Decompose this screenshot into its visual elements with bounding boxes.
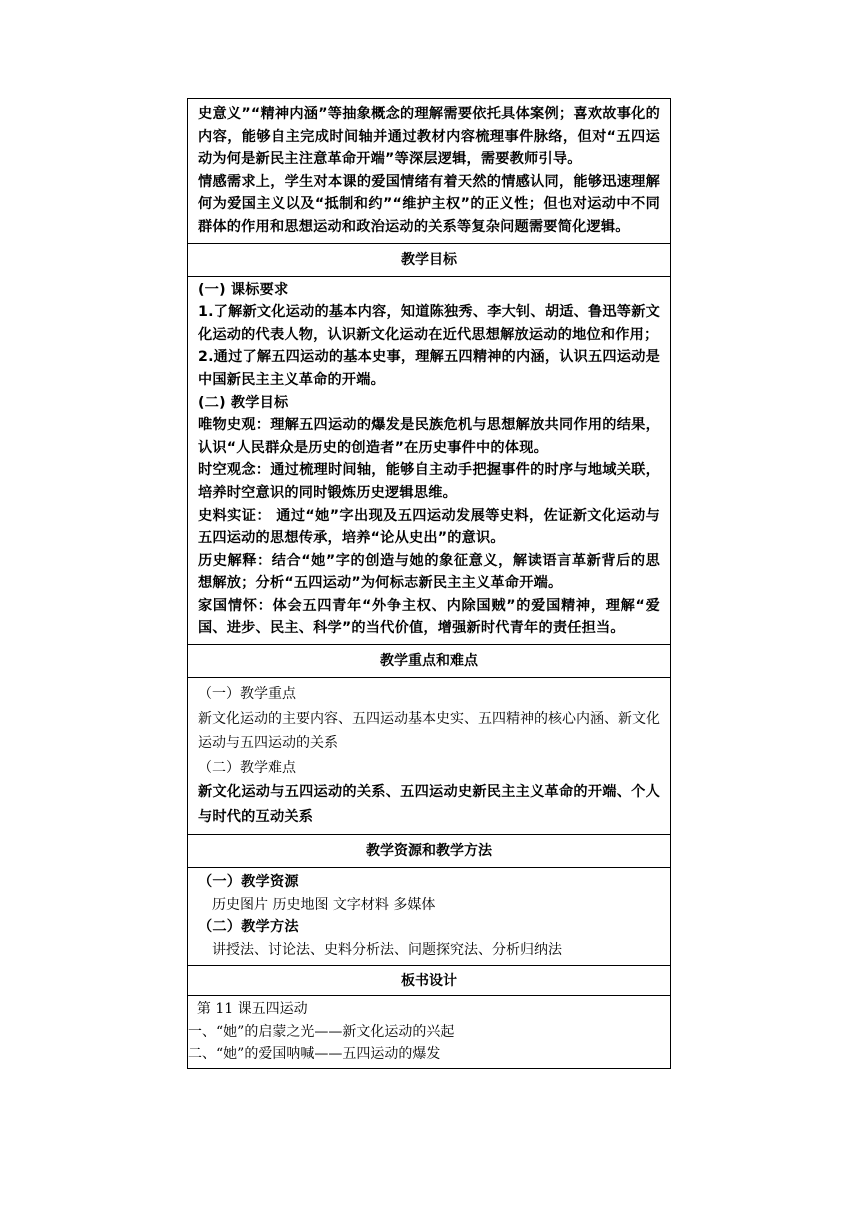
board-heading: 板书设计 [188,965,670,995]
board-line: 第 11 课五四运动 [188,1001,308,1018]
methods-label: （二）教学方法 [198,919,299,936]
keypoints-heading: 教学重点和难点 [188,644,670,677]
objective-line: 唯物史观：理解五四运动的爆发是民族危机与思想解放共同作用的结果，认识“人民群众是历史的创造者”在历史事件中的体现。 [198,417,660,456]
objectives-heading: 教学目标 [188,243,670,276]
objective-line: 家国情怀：体会五四青年“外争主权、内除国贼”的爱国精神，理解“爱国、进步、民主、科学”的当代价值，增强新时代青年的责任担当。 [198,597,660,637]
board-cell [188,995,670,1068]
resources-label: （一）教学资源 [198,874,299,891]
difficulty-text: 新文化运动与五四运动的关系、五四运动史新民主主义革命的开端、个人与时代的互动关系 [198,784,660,826]
resources-heading: 教学资源和教学方法 [188,834,670,867]
objective-line: 史料实证： 通过“她”字出现及五四运动发展等史料，佐证新文化运动与五四运动的思想传承，培养“论从史出”的意识。 [198,507,660,547]
lesson-plan-table [187,98,671,1069]
objective-line: 2.通过了解五四运动的基本史事，理解五四精神的内涵，认识五四运动是中国新民主主义革命的开端。 [198,349,660,388]
board-line: 一、“她”的启蒙之光——新文化运动的兴起 [188,1023,455,1040]
objective-line: 时空观念：通过梳理时间轴，能够自主动手把握事件的时序与地域关联，培养时空意识的同时锻炼历史逻辑思维。 [198,462,660,501]
focus-text: 新文化运动的主要内容、五四运动基本史实、五四精神的核心内涵、新文化运动与五四运动的关系 [198,710,660,752]
difficulty-label: （二）教学难点 [198,759,296,776]
objective-line: (一) 课标要求 [198,281,289,298]
student-analysis-cell [188,99,670,243]
analysis-paragraph: 史意义”“精神内涵”等抽象概念的理解需要依托具体案例；喜欢故事化的内容，能够自主完成时间轴并通过教材内容梳理事件脉络，但对“五四运动为何是新民主注意革命开端”等深层逻辑，需要教师引导。 [198,106,660,168]
board-line: 二、“她”的爱国呐喊——五四运动的爆发 [188,1046,441,1063]
resources-cell [188,867,670,965]
focus-label: （一）教学重点 [198,686,296,703]
methods-text: 讲授法、讨论法、史料分析法、问题探究法、分析归纳法 [212,941,562,958]
objective-line: 历史解释：结合“她”字的创造与她的象征意义，解读语言革新背后的思想解放；分析“五四运动”为何标志新民主主义革命开端。 [198,552,660,592]
keypoints-cell [188,677,670,834]
objective-line: (二) 教学目标 [198,394,289,411]
objective-line: 1.了解新文化运动的基本内容，知道陈独秀、李大钊、胡适、鲁迅等新文化运动的代表人物，认识新文化运动在近代思想解放运动的地位和作用； [198,304,660,343]
objectives-cell [188,276,670,645]
analysis-paragraph: 情感需求上，学生对本课的爱国情绪有着天然的情感认同，能够迅速理解何为爱国主义以及“抵制和约”“维护主权”的正义性；但也对运动中不同群体的作用和思想运动和政治运动的关系等复杂问题需要简化逻辑。 [198,173,660,235]
resources-text: 历史图片 历史地图 文字材料 多媒体 [212,896,436,913]
